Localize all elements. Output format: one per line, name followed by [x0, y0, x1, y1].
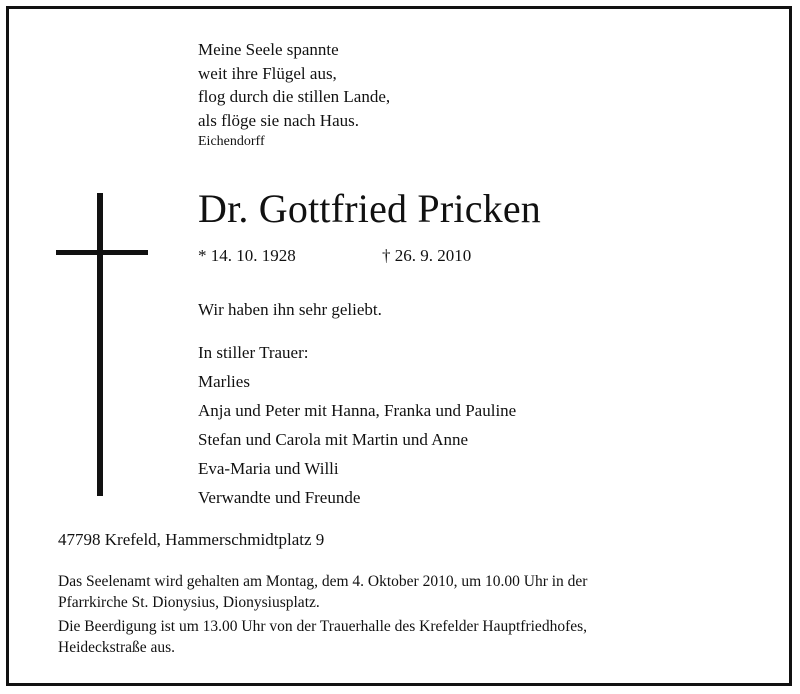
cross-vertical-bar — [97, 193, 103, 496]
mourner-entry: Anja und Peter mit Hanna, Franka und Pauline — [198, 401, 517, 420]
poem-line: weit ihre Flügel aus, — [198, 63, 337, 83]
poem-line: als flöge sie nach Haus. — [198, 110, 359, 130]
requiem-note-line: Pfarrkirche St. Dionysius, Dionysiusplatz. — [58, 594, 320, 611]
poem-line: Meine Seele spannte — [198, 40, 339, 59]
deceased-name: Dr. Gottfried Pricken — [198, 186, 542, 231]
cross-icon — [56, 193, 148, 496]
mourner-entry: Verwandte und Freunde — [198, 488, 361, 507]
mourners-list — [198, 338, 516, 512]
farewell-quote: Wir haben ihn sehr geliebt. — [198, 300, 382, 319]
mourner-entry: Marlies — [198, 372, 250, 391]
service-notes — [58, 571, 758, 658]
burial-note-line: Die Beerdigung ist um 13.00 Uhr von der Trauerhalle des Krefelder Hauptfriedhofes, — [58, 618, 588, 635]
cross-horizontal-bar — [56, 250, 148, 255]
birth-date: * 14. 10. 1928 — [198, 246, 296, 265]
mourner-entry: Eva-Maria und Willi — [198, 459, 339, 478]
requiem-note-line: Das Seelenamt wird gehalten am Montag, dem 4. Oktober 2010, um 10.00 Uhr in der — [58, 573, 588, 590]
poem-author: Eichendorff — [198, 134, 265, 149]
death-date: † 26. 9. 2010 — [382, 246, 472, 265]
poem — [198, 38, 390, 132]
burial-note-line: Heideckstraße aus. — [58, 639, 176, 656]
mourner-entry: Stefan und Carola mit Martin und Anne — [198, 430, 469, 449]
family-address: 47798 Krefeld, Hammerschmidtplatz 9 — [58, 530, 325, 549]
poem-line: flog durch die stillen Lande, — [198, 87, 391, 106]
mourners-intro: In stiller Trauer: — [198, 343, 309, 362]
